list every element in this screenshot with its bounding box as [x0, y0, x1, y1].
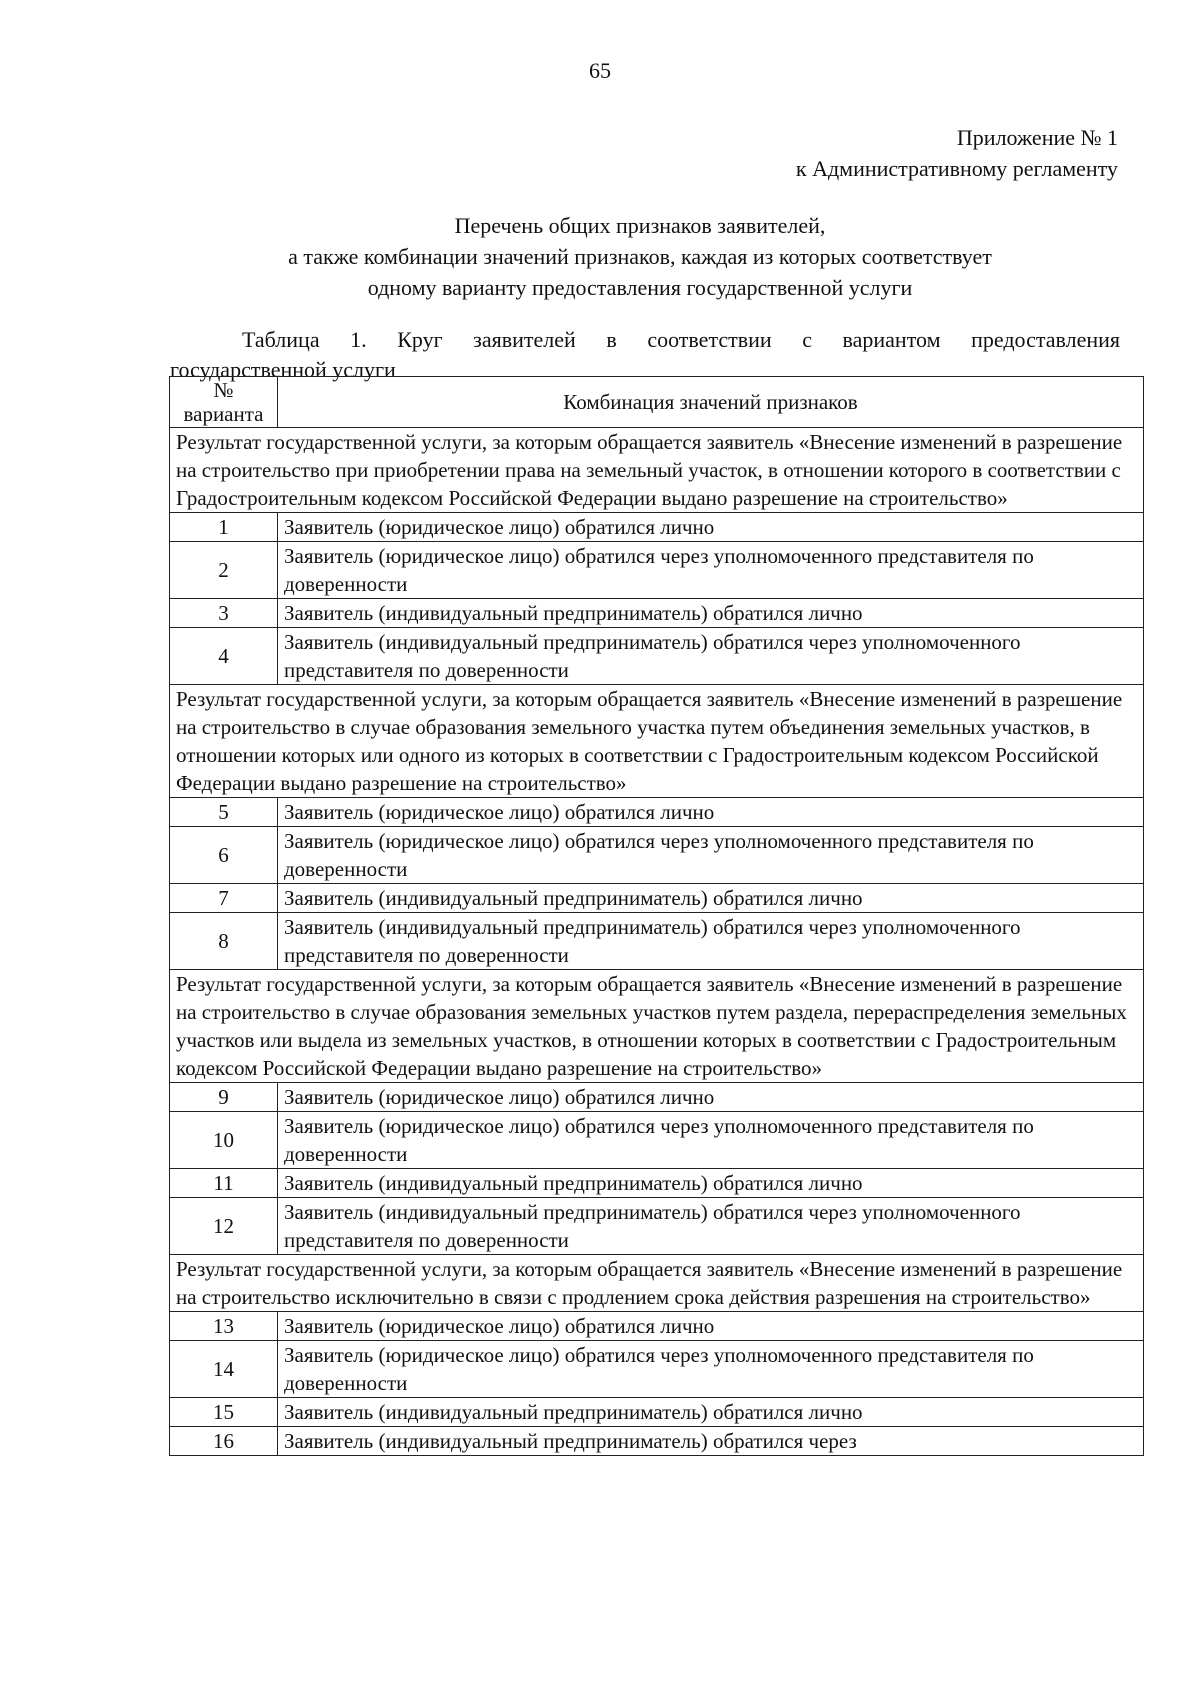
variant-description: Заявитель (юридическое лицо) обратился лично [278, 798, 1144, 827]
variant-description: Заявитель (индивидуальный предприниматель) обратился лично [278, 1169, 1144, 1198]
variant-number: 14 [170, 1341, 278, 1398]
variant-description: Заявитель (индивидуальный предприниматель) обратился через уполномоченного представителя по доверенности [278, 913, 1144, 970]
variant-description: Заявитель (юридическое лицо) обратился через уполномоченного представителя по доверенности [278, 1112, 1144, 1169]
variant-number: 12 [170, 1198, 278, 1255]
variant-number: 16 [170, 1427, 278, 1456]
variant-number-header-symbol: № [213, 378, 234, 402]
table-row [170, 1398, 1144, 1427]
heading-line-2: а также комбинации значений признаков, каждая из которых соответствует [288, 244, 992, 269]
variant-number: 8 [170, 913, 278, 970]
variant-description: Заявитель (юридическое лицо) обратился лично [278, 1312, 1144, 1341]
group-title-row [170, 970, 1144, 1083]
appendix-title: Приложение № 1 [956, 125, 1118, 150]
variant-description: Заявитель (индивидуальный предприниматель) обратился через уполномоченного представителя по доверенности [278, 1198, 1144, 1255]
variant-number: 9 [170, 1083, 278, 1112]
variant-description: Заявитель (юридическое лицо) обратился лично [278, 513, 1144, 542]
variant-number: 15 [170, 1398, 278, 1427]
table-row [170, 827, 1144, 884]
heading-line-3: одному варианту предоставления государственной услуги [367, 275, 913, 300]
variant-number: 5 [170, 798, 278, 827]
variant-number-header-label: варианта [183, 402, 264, 426]
variant-description: Заявитель (индивидуальный предприниматель) обратился через [278, 1427, 1144, 1456]
variant-number: 11 [170, 1169, 278, 1198]
group-title-row [170, 685, 1144, 798]
table-row [170, 884, 1144, 913]
table-row [170, 599, 1144, 628]
combination-header: Комбинация значений признаков [278, 377, 1144, 428]
table-row [170, 542, 1144, 599]
table-header-row [170, 377, 1144, 428]
group-title: Результат государственной услуги, за которым обращается заявитель «Внесение изменений в разрешение на строительство в случае образования земельного участка путем объединения земельных участков, в отношении которых или одного из которых в соответствии с Градостроительным кодексом Российской Федерации выдано разрешение на строительство» [170, 685, 1144, 798]
table-row [170, 1198, 1144, 1255]
variants-table [169, 376, 1144, 1456]
variant-description: Заявитель (юридическое лицо) обратился лично [278, 1083, 1144, 1112]
group-title: Результат государственной услуги, за которым обращается заявитель «Внесение изменений в разрешение на строительство в случае образования земельных участков путем раздела, перераспределения земельных участков или выдела из земельных участков, в отношении которых в соответствии с Градостроительным кодексом Российской Федерации выдано разрешение на строительство» [170, 970, 1144, 1083]
document-heading [160, 210, 1120, 303]
variant-description: Заявитель (юридическое лицо) обратился через уполномоченного представителя по доверенности [278, 827, 1144, 884]
table-caption-line-1: Таблица 1. Круг заявителей в соответствии с вариантом предоставления [242, 327, 1120, 352]
variant-number: 13 [170, 1312, 278, 1341]
table-row [170, 1112, 1144, 1169]
variant-number: 7 [170, 884, 278, 913]
group-title-row [170, 1255, 1144, 1312]
variant-number: 4 [170, 628, 278, 685]
group-title: Результат государственной услуги, за которым обращается заявитель «Внесение изменений в разрешение на строительство при приобретении права на земельный участок, в отношении которого в соответствии с Градостроительным кодексом Российской Федерации выдано разрешение на строительство» [170, 428, 1144, 513]
variant-number: 6 [170, 827, 278, 884]
table-body [170, 428, 1144, 1456]
variant-number-header [170, 377, 278, 428]
variant-description: Заявитель (юридическое лицо) обратился через уполномоченного представителя по доверенности [278, 542, 1144, 599]
table-row [170, 1341, 1144, 1398]
table-row [170, 1427, 1144, 1456]
variant-number: 1 [170, 513, 278, 542]
table-row [170, 1312, 1144, 1341]
variant-description: Заявитель (индивидуальный предприниматель) обратился через уполномоченного представителя по доверенности [278, 628, 1144, 685]
table-row [170, 1169, 1144, 1198]
variant-number: 3 [170, 599, 278, 628]
table-row [170, 628, 1144, 685]
variant-description: Заявитель (индивидуальный предприниматель) обратился лично [278, 884, 1144, 913]
variant-description: Заявитель (индивидуальный предприниматель) обратился лично [278, 1398, 1144, 1427]
table-row [170, 913, 1144, 970]
variant-description: Заявитель (юридическое лицо) обратился через уполномоченного представителя по доверенности [278, 1341, 1144, 1398]
heading-line-1: Перечень общих признаков заявителей, [454, 213, 826, 238]
appendix-reference [796, 122, 1118, 184]
table-row [170, 798, 1144, 827]
variant-number: 10 [170, 1112, 278, 1169]
variant-description: Заявитель (индивидуальный предприниматель) обратился лично [278, 599, 1144, 628]
table-row [170, 1083, 1144, 1112]
table-caption-line-2: государственной услуги [170, 357, 396, 382]
group-title-row [170, 428, 1144, 513]
variant-number: 2 [170, 542, 278, 599]
appendix-subtitle: к Административному регламенту [795, 156, 1118, 181]
table-row [170, 513, 1144, 542]
group-title: Результат государственной услуги, за которым обращается заявитель «Внесение изменений в разрешение на строительство исключительно в связи с продлением срока действия разрешения на строительство» [170, 1255, 1144, 1312]
page-number: 65 [589, 58, 611, 83]
